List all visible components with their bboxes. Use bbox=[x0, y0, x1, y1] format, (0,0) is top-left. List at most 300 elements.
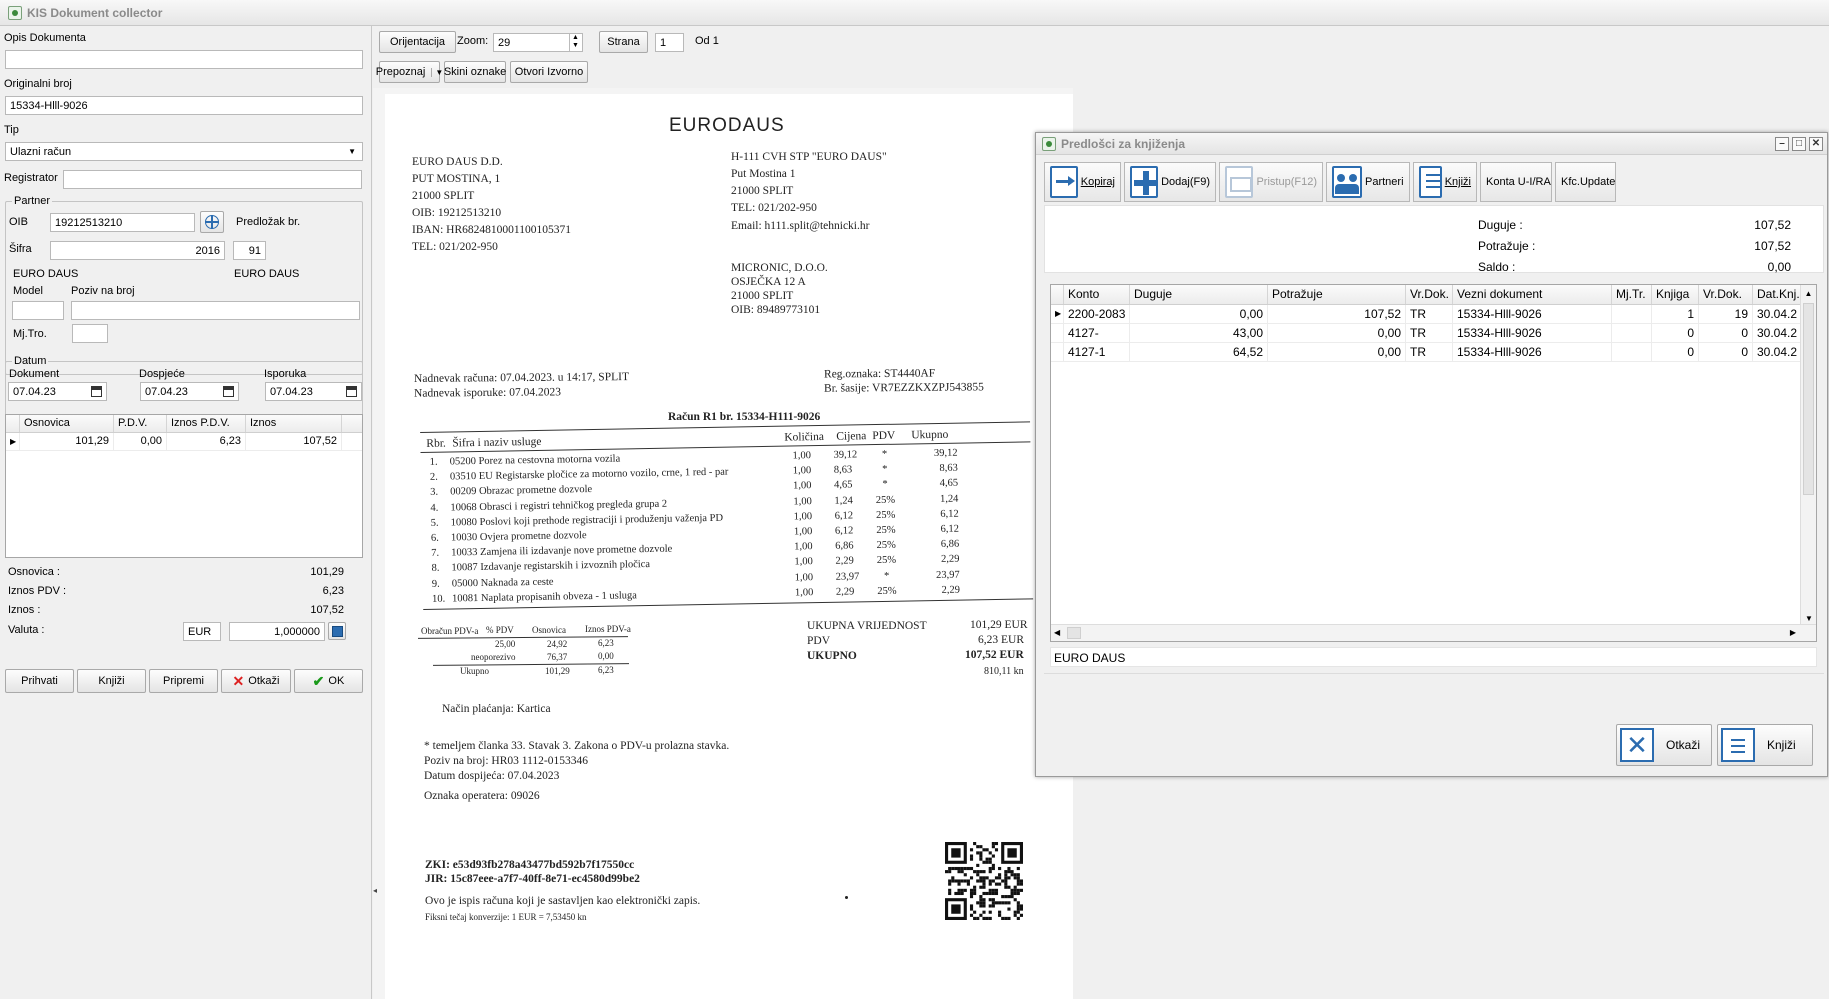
knjizi-tool-label: Knjiži bbox=[1444, 176, 1471, 188]
invoice-item-pdv: 25% bbox=[877, 585, 897, 597]
potrazuje-label: Potražuje : bbox=[1478, 239, 1536, 253]
model-label: Model bbox=[13, 285, 43, 297]
seller-line: TEL: 021/202-950 bbox=[412, 241, 498, 253]
hdr-rbr: Rbr. bbox=[426, 437, 446, 450]
grid-cell[interactable]: 43,00 bbox=[1130, 324, 1268, 342]
reg-oznaka: Reg.oznaka: ST4440AF bbox=[823, 367, 936, 381]
zoom-input[interactable] bbox=[493, 33, 583, 52]
invoice-item-kol: 1,00 bbox=[794, 571, 814, 584]
grid-cell[interactable]: 19 bbox=[1699, 305, 1753, 323]
invoice-item-pdv: * bbox=[882, 479, 888, 491]
poziv-input[interactable] bbox=[71, 301, 360, 320]
col-pdv[interactable]: P.D.V. bbox=[114, 415, 167, 432]
invoice-item-naziv: 10087 Izdavanje registarskih i izvoznih pločica bbox=[451, 559, 651, 574]
grid-cell[interactable]: 30.04.2 bbox=[1753, 324, 1803, 342]
jir: JIR: 15c87eee-a7f7-40ff-8e71-ec4580d99be2 bbox=[425, 873, 640, 885]
valuta-input[interactable]: EUR bbox=[183, 622, 221, 641]
prepoznaj-button[interactable] bbox=[375, 61, 444, 83]
model-input[interactable] bbox=[12, 301, 64, 320]
tecaj-input[interactable]: 1,000000 bbox=[229, 622, 325, 641]
vat-cell: 25,00 bbox=[495, 639, 516, 649]
col-osnovica[interactable]: Osnovica bbox=[20, 415, 114, 432]
iznos-value: 107,52 bbox=[310, 604, 344, 616]
calendar-icon[interactable] bbox=[91, 386, 102, 397]
vat-header: Iznos PDV-a bbox=[585, 624, 631, 634]
invoice-item-cijena: 2,29 bbox=[835, 555, 854, 568]
sifra-label: Šifra bbox=[9, 243, 32, 255]
br-sasije: Br. šasije: VR7EZZKXZPJ543855 bbox=[823, 381, 984, 395]
mark-dot bbox=[845, 896, 848, 899]
registrator-input[interactable] bbox=[63, 170, 362, 189]
datum-group-label: Datum bbox=[14, 355, 47, 367]
invoice-item-rbr: 1. bbox=[429, 456, 438, 468]
invoice-item-rbr: 6. bbox=[430, 532, 439, 544]
cancel-x-icon: ✕ bbox=[1620, 728, 1654, 762]
dialog-toolbar bbox=[1044, 162, 1824, 202]
calculator-button[interactable] bbox=[328, 622, 346, 640]
dialog-title: Predlošci za knjiženja bbox=[1061, 136, 1186, 151]
grid-cell[interactable]: 0 bbox=[1699, 343, 1753, 361]
dospijece-date-value: 07.04.23 bbox=[145, 386, 188, 398]
iznos-pdv-value: 6,23 bbox=[322, 585, 344, 597]
kfc-update-button[interactable]: Kfc.Update bbox=[1555, 162, 1616, 202]
original-number-label: Originalni broj bbox=[4, 78, 72, 90]
check-icon: ✔ bbox=[312, 672, 325, 689]
konta-button[interactable]: Konta U-I/RA bbox=[1480, 162, 1552, 202]
scroll-right-icon[interactable]: ▶ bbox=[1789, 628, 1796, 637]
knjizi-tool-button[interactable] bbox=[1413, 162, 1477, 202]
grid-cell[interactable]: TR bbox=[1406, 343, 1453, 361]
note-line: Poziv na broj: HR03 1112-0153346 bbox=[424, 755, 588, 767]
invoice-item-rbr: 2. bbox=[429, 471, 438, 484]
grid-cell[interactable]: 0 bbox=[1652, 343, 1699, 361]
dialog-icon bbox=[1042, 137, 1056, 151]
mjtro-input[interactable] bbox=[72, 324, 108, 343]
branch-line: 21000 SPLIT bbox=[731, 185, 794, 197]
row-indicator-header bbox=[6, 415, 20, 432]
knjizi-dialog-button[interactable] bbox=[1717, 724, 1813, 766]
vat-header: Osnovica bbox=[532, 625, 566, 635]
invoice-item-pdv: 25% bbox=[876, 555, 897, 567]
col-vrdok-2[interactable]: Vr.Dok. bbox=[1699, 285, 1753, 304]
invoice-item-pdv: * bbox=[884, 570, 890, 582]
iznos-label: Iznos : bbox=[8, 604, 41, 616]
otvori-izvorno-button[interactable]: Otvori Izvorno bbox=[510, 61, 588, 83]
qr-code-icon bbox=[945, 842, 1023, 920]
eurodaus-logo: EURODAUS bbox=[669, 115, 785, 136]
partneri-label: Partneri bbox=[1365, 176, 1404, 188]
invoice-item-cijena: 6,12 bbox=[834, 525, 854, 537]
row-pointer-icon bbox=[1051, 343, 1064, 361]
col-datknj[interactable]: Dat.Knj. bbox=[1753, 285, 1803, 304]
invoice-item-kol: 1,00 bbox=[794, 556, 813, 568]
vat-cell: 6,23 bbox=[598, 665, 614, 675]
close-icon: ✕ bbox=[232, 672, 245, 689]
scrollbar-h-thumb[interactable] bbox=[1067, 627, 1081, 639]
grid-cell[interactable]: 2200-2083 bbox=[1064, 305, 1130, 323]
invoice-item-cijena: 6,86 bbox=[835, 540, 854, 552]
predlozak-input[interactable]: 91 bbox=[233, 241, 266, 260]
nadnevak-isporuke: Nadnevak isporuke: 07.04.2023 bbox=[413, 386, 561, 400]
invoice-item-naziv: 10030 Ovjera prometne dozvole bbox=[450, 530, 587, 544]
grid-cell[interactable] bbox=[1612, 343, 1652, 361]
scroll-left-icon[interactable]: ◀ bbox=[1054, 628, 1061, 637]
grid-cell[interactable]: TR bbox=[1406, 305, 1453, 323]
hdr-pdv: PDV bbox=[872, 429, 896, 443]
buyer-line: 21000 SPLIT bbox=[731, 290, 794, 302]
pdv-value: 6,23 EUR bbox=[978, 634, 1024, 646]
mjtro-label: Mj.Tro. bbox=[13, 328, 47, 340]
poziv-label: Poziv na broj bbox=[71, 285, 135, 297]
invoice-item-ukupno: 2,29 bbox=[940, 553, 960, 566]
otkazi-label: Otkaži bbox=[248, 675, 280, 687]
invoice-item-rbr: 9. bbox=[431, 578, 440, 590]
vat-cell: 6,23 bbox=[598, 638, 614, 648]
dokument-date-input[interactable] bbox=[8, 382, 107, 401]
vat-cell: 24,92 bbox=[547, 639, 568, 649]
pristup-label: Pristup(F12) bbox=[1256, 176, 1317, 188]
vat-grid-header bbox=[6, 415, 362, 433]
viewer-toolbar bbox=[373, 26, 1829, 88]
invoice-item-rbr: 5. bbox=[430, 517, 439, 529]
grid-cell[interactable]: 0,00 bbox=[1268, 343, 1406, 361]
dokument-label: Dokument bbox=[9, 368, 60, 380]
otkazi-button[interactable] bbox=[221, 669, 291, 693]
invoice-item-pdv: 25% bbox=[876, 524, 896, 537]
maximize-icon[interactable]: □ bbox=[1792, 137, 1806, 151]
invoice-item-kol: 1,00 bbox=[794, 586, 814, 599]
seller-line: 21000 SPLIT bbox=[412, 190, 475, 202]
app-titlebar bbox=[0, 0, 1829, 26]
exit-arrow-icon bbox=[1050, 166, 1078, 198]
isporuka-date-value: 07.04.23 bbox=[270, 386, 313, 398]
predlosci-dialog bbox=[1035, 132, 1828, 777]
page-input[interactable]: 1 bbox=[655, 33, 684, 52]
konta-grid-header bbox=[1051, 285, 1816, 305]
invoice-item-pdv: * bbox=[882, 464, 888, 476]
invoice-item-kol: 1,00 bbox=[792, 450, 812, 462]
note-line: * temeljem članka 33. Stavak 3. Zakona o PDV-u prolazna stavka. bbox=[424, 740, 730, 752]
grid-cell[interactable]: 4127-1 bbox=[1064, 343, 1130, 361]
strana-button[interactable]: Strana bbox=[599, 31, 648, 53]
invoice-item-naziv: 10068 Obrasci i registri tehničkog pregleda grupa 2 bbox=[450, 498, 668, 514]
prihvati-button[interactable]: Prihvati bbox=[5, 669, 74, 693]
grid-cell[interactable]: 0,00 bbox=[1268, 324, 1406, 342]
grid-cell[interactable]: TR bbox=[1406, 324, 1453, 342]
invoice-item-ukupno: 4,65 bbox=[939, 478, 959, 490]
invoice-item-pdv: 25% bbox=[876, 539, 896, 552]
buyer-line: OIB: 89489773101 bbox=[731, 304, 821, 316]
seller-line: IBAN: HR6824810001100105371 bbox=[412, 224, 571, 236]
scrollbar-thumb[interactable] bbox=[1803, 303, 1814, 495]
konta-grid[interactable] bbox=[1050, 284, 1817, 642]
duguje-label: Duguje : bbox=[1478, 218, 1523, 232]
invoice-item-naziv: 10033 Zamjena ili izdavanje nove prometne dozvole bbox=[451, 543, 673, 559]
checklist-icon bbox=[1419, 166, 1442, 198]
partner-name: EURO DAUS bbox=[13, 268, 79, 280]
valuta-label: Valuta : bbox=[8, 624, 45, 636]
branch-line: Email: h111.split@tehnicki.hr bbox=[731, 220, 870, 232]
kopiraj-label: Kopiraj bbox=[1080, 176, 1115, 188]
seller-line: EURO DAUS D.D. bbox=[412, 156, 503, 168]
horizontal-scrollbar[interactable] bbox=[1051, 624, 1817, 641]
row-pointer-icon: ▶ bbox=[6, 433, 20, 450]
vat-cell: 0,00 bbox=[598, 651, 614, 661]
registrator-label: Registrator bbox=[4, 172, 58, 184]
col-iznos-pdv[interactable]: Iznos P.D.V. bbox=[167, 415, 246, 432]
invoice-item-rbr: 4. bbox=[430, 502, 439, 514]
invoice-item-rbr: 7. bbox=[431, 547, 440, 560]
col-konto[interactable]: Konto bbox=[1064, 285, 1130, 304]
hdr-kolicina: Količina bbox=[784, 430, 825, 444]
otkazi-dialog-label: Otkaži bbox=[1666, 738, 1701, 752]
knjizi-button[interactable]: Knjiži bbox=[77, 669, 146, 693]
vertical-scrollbar[interactable] bbox=[1800, 285, 1816, 625]
vat-cell: Ukupno bbox=[460, 666, 489, 676]
grid-cell[interactable]: 4127- bbox=[1064, 324, 1130, 342]
invoice-item-ukupno: 2,29 bbox=[941, 584, 961, 596]
app-icon bbox=[8, 6, 22, 20]
col-duguje[interactable]: Duguje bbox=[1130, 285, 1268, 304]
web-lookup-button[interactable] bbox=[200, 211, 224, 233]
calendar-icon[interactable] bbox=[346, 386, 357, 397]
original-number-input[interactable]: 15334-Hlll-9026 bbox=[5, 96, 363, 115]
invoice-item-cijena: 39,12 bbox=[833, 449, 858, 461]
tip-label: Tip bbox=[4, 124, 19, 136]
grid-cell[interactable] bbox=[1612, 305, 1652, 323]
grid-cell[interactable]: 15334-Hlll-9026 bbox=[1453, 343, 1612, 361]
invoice-item-ukupno: 1,24 bbox=[939, 493, 959, 505]
iznos-pdv-label: Iznos PDV : bbox=[8, 585, 67, 597]
duguje-value: 107,52 bbox=[1754, 218, 1791, 232]
pristup-button[interactable] bbox=[1219, 162, 1323, 202]
ukupna-vrijednost-label: UKUPNA VRIJEDNOST bbox=[807, 620, 927, 632]
grid-cell[interactable]: 0,00 bbox=[1130, 305, 1268, 323]
calendar-icon[interactable] bbox=[223, 386, 234, 397]
pdv-label: PDV bbox=[807, 635, 831, 647]
invoice-item-ukupno: 39,12 bbox=[933, 447, 958, 460]
cell-pdv[interactable]: 0,00 bbox=[114, 433, 167, 450]
seller-line: OIB: 19212513210 bbox=[412, 207, 502, 219]
osnovica-value: 101,29 bbox=[310, 566, 344, 578]
ispis-note: Ovo je ispis računa koji je sastavljen kao elektronički zapis. bbox=[425, 895, 701, 907]
partner-group-label: Partner bbox=[14, 195, 51, 207]
isporuka-label: Isporuka bbox=[264, 368, 307, 380]
branch-line: Put Mostina 1 bbox=[731, 168, 796, 180]
osnovica-label: Osnovica : bbox=[8, 566, 60, 578]
konta-rows bbox=[1051, 305, 1816, 362]
calculator-icon bbox=[332, 626, 343, 637]
document-icon bbox=[1721, 728, 1755, 762]
potrazuje-value: 107,52 bbox=[1754, 239, 1791, 253]
invoice-item-kol: 1,00 bbox=[792, 465, 812, 477]
opis-label: Opis Dokumenta bbox=[4, 32, 86, 44]
grid-cell[interactable]: 0 bbox=[1699, 324, 1753, 342]
operater: Oznaka operatera: 09026 bbox=[424, 790, 540, 802]
vat-cell: neoporezivo bbox=[471, 652, 516, 662]
dropdown-arrow-icon[interactable]: ▼ bbox=[431, 68, 443, 77]
note-line: Datum dospijeća: 07.04.2023 bbox=[424, 770, 560, 782]
invoice-item-cijena: 2,29 bbox=[835, 586, 855, 598]
ok-label: OK bbox=[328, 675, 345, 687]
invoice-item-pdv: 25% bbox=[875, 494, 896, 506]
dialog-titlebar bbox=[1036, 133, 1827, 155]
invoice-title: Račun R1 br. 15334-H111-9026 bbox=[668, 411, 821, 423]
invoice-item-ukupno: 6,12 bbox=[940, 523, 960, 535]
vat-header: Obračun PDV-a bbox=[421, 626, 479, 636]
invoice-item-kol: 1,00 bbox=[793, 495, 812, 508]
zoom-label: Zoom: bbox=[457, 35, 489, 47]
zki: ZKI: e53d93fb278a43477bd592b7f17550cc bbox=[425, 859, 635, 871]
invoice-item-cijena: 23,97 bbox=[835, 570, 860, 583]
partner-text-field[interactable]: EURO DAUS bbox=[1050, 647, 1817, 667]
invoice-item-naziv: 00209 Obrazac prometne dozvole bbox=[450, 484, 593, 498]
invoice-item-kol: 1,00 bbox=[793, 480, 812, 492]
collapse-arrow-icon[interactable]: ◂ bbox=[373, 886, 378, 895]
cell-iznos[interactable]: 107,52 bbox=[246, 433, 342, 450]
invoice-item-naziv: 10081 Naplata propisanih obveza - 1 usluga bbox=[451, 590, 637, 605]
buyer-line: OSJEČKA 12 A bbox=[731, 276, 806, 288]
invoice-item-pdv: 25% bbox=[875, 509, 896, 521]
cell-iznos-pdv[interactable]: 6,23 bbox=[167, 433, 246, 450]
partneri-button[interactable] bbox=[1326, 162, 1410, 202]
app-title: KIS Dokument collector bbox=[27, 5, 163, 20]
invoice-item-kol: 1,00 bbox=[794, 541, 813, 553]
invoice-item-ukupno: 23,97 bbox=[935, 569, 960, 581]
invoice-page bbox=[385, 94, 1073, 999]
sifra-input[interactable]: 2016 bbox=[50, 241, 225, 260]
users-icon bbox=[1332, 166, 1362, 198]
row-pointer-icon bbox=[1051, 324, 1064, 342]
ukupna-vrijednost-value: 101,29 EUR bbox=[970, 619, 1028, 631]
grid-cell[interactable]: 30.04.2 bbox=[1753, 305, 1803, 323]
grid-cell[interactable]: 15334-Hlll-9026 bbox=[1453, 324, 1612, 342]
table-row[interactable] bbox=[1051, 305, 1816, 324]
hdr-cijena: Cijena bbox=[836, 430, 867, 443]
grid-cell[interactable]: 30.04.2 bbox=[1753, 343, 1803, 361]
document-form-panel bbox=[0, 26, 372, 999]
grid-cell[interactable]: 0 bbox=[1652, 324, 1699, 342]
invoice-item-cijena: 6,12 bbox=[834, 510, 854, 522]
invoice-item-rbr: 10. bbox=[431, 593, 446, 605]
invoice-item-naziv: 10080 Poslovi koji prethode registraciji i produženju važenja PD bbox=[450, 512, 724, 529]
minimize-icon[interactable]: – bbox=[1775, 137, 1789, 151]
tecaj-note: Fiksni tečaj konverzije: 1 EUR = 7,53450 kn bbox=[425, 912, 587, 922]
invoice-item-cijena: 4,65 bbox=[834, 479, 853, 492]
col-vezni-dokument[interactable]: Vezni dokument bbox=[1453, 285, 1612, 304]
dropdown-arrow-icon: ▼ bbox=[348, 147, 356, 156]
col-iznos[interactable]: Iznos bbox=[246, 415, 342, 432]
dodaj-label: Dodaj(F9) bbox=[1161, 176, 1210, 188]
grid-cell[interactable]: 15334-Hlll-9026 bbox=[1453, 305, 1612, 323]
globe-icon bbox=[205, 215, 219, 229]
grid-cell[interactable]: 64,52 bbox=[1130, 343, 1268, 361]
ok-button[interactable] bbox=[294, 669, 363, 693]
invoice-item-cijena: 1,24 bbox=[834, 495, 853, 507]
cell-osnovica[interactable]: 101,29 bbox=[20, 433, 114, 450]
col-knjiga[interactable]: Knjiga bbox=[1652, 285, 1699, 304]
folder-icon bbox=[1225, 166, 1253, 198]
close-icon[interactable]: ✕ bbox=[1809, 137, 1823, 151]
dokument-date-value: 07.04.23 bbox=[13, 386, 56, 398]
vat-header: % PDV bbox=[486, 625, 514, 635]
table-row[interactable] bbox=[1051, 324, 1816, 343]
row-pointer-icon: ▶ bbox=[1051, 305, 1064, 323]
ukupno-value: 107,52 EUR bbox=[965, 649, 1024, 661]
invoice-item-rbr: 8. bbox=[431, 563, 440, 575]
zoom-value: 29 bbox=[498, 37, 511, 49]
col-mjtr[interactable]: Mj.Tr. bbox=[1612, 285, 1652, 304]
col-vrdok[interactable]: Vr.Dok. bbox=[1406, 285, 1453, 304]
col-potrazuje[interactable]: Potražuje bbox=[1268, 285, 1406, 304]
prepoznaj-label: Prepoznaj bbox=[375, 66, 426, 78]
grid-cell[interactable] bbox=[1612, 324, 1652, 342]
invoice-item-ukupno: 6,12 bbox=[940, 508, 959, 520]
page-count-label: Od 1 bbox=[695, 35, 719, 47]
pripremi-button[interactable]: Pripremi bbox=[149, 669, 218, 693]
ukupno-label: UKUPNO bbox=[807, 650, 857, 662]
row-indicator-header bbox=[1051, 285, 1064, 304]
invoice-item-ukupno: 8,63 bbox=[939, 462, 958, 475]
dospijece-date-input[interactable] bbox=[140, 382, 239, 401]
otkazi-dialog-button[interactable] bbox=[1616, 724, 1712, 766]
branch-line: H-111 CVH STP "EURO DAUS" bbox=[731, 151, 887, 163]
nacin-placanja: Način plaćanja: Kartica bbox=[442, 703, 551, 715]
seller-line: PUT MOSTINA, 1 bbox=[412, 173, 501, 185]
hdr-ukupno: Ukupno bbox=[911, 428, 949, 442]
oib-label: OIB bbox=[9, 216, 28, 228]
kn-value: 810,11 kn bbox=[984, 666, 1024, 677]
spinner-icon[interactable]: ▲ ▼ bbox=[569, 34, 581, 51]
dodaj-button[interactable] bbox=[1124, 162, 1216, 202]
divider bbox=[1044, 673, 1824, 674]
hdr-naziv: Šifra i naziv usluge bbox=[452, 435, 542, 450]
invoice-item-naziv: 03510 EU Registarske pločice za motorno vozilo, crne, 1 red - par bbox=[449, 466, 729, 483]
orientacija-button[interactable]: Orijentacija bbox=[379, 31, 456, 53]
kopiraj-button[interactable] bbox=[1044, 162, 1121, 202]
invoice-item-kol: 1,00 bbox=[793, 510, 813, 523]
table-row[interactable] bbox=[1051, 343, 1816, 362]
plus-icon bbox=[1130, 166, 1158, 198]
opis-input[interactable] bbox=[5, 50, 363, 69]
branch-line: TEL: 021/202-950 bbox=[731, 202, 817, 214]
nadnevak-racuna: Nadnevak računa: 07.04.2023. u 14:17, SPLIT bbox=[413, 371, 630, 385]
dospijece-label: Dospjeće bbox=[139, 368, 185, 380]
grid-cell[interactable]: 1 bbox=[1652, 305, 1699, 323]
vat-cell: 76,37 bbox=[547, 652, 568, 662]
saldo-label: Saldo : bbox=[1478, 260, 1516, 274]
grid-cell[interactable]: 107,52 bbox=[1268, 305, 1406, 323]
isporuka-date-input[interactable] bbox=[265, 382, 362, 401]
oib-input[interactable]: 19212513210 bbox=[50, 213, 195, 232]
invoice-item-naziv: 05200 Porez na cestovna motorna vozila bbox=[449, 453, 621, 468]
vat-grid[interactable] bbox=[5, 414, 363, 558]
invoice-item-pdv: * bbox=[881, 448, 888, 460]
invoice-item-naziv: 05000 Naknada za ceste bbox=[451, 576, 554, 590]
table-row[interactable] bbox=[6, 433, 362, 451]
tip-select[interactable] bbox=[5, 142, 363, 161]
predlozak-label: Predložak br. bbox=[236, 216, 301, 228]
skini-oznake-button[interactable]: Skini oznake bbox=[444, 61, 506, 83]
scroll-down-icon[interactable]: ▼ bbox=[1805, 614, 1813, 623]
vat-cell: 101,29 bbox=[545, 666, 570, 676]
buyer-line: MICRONIC, D.O.O. bbox=[731, 262, 828, 274]
scroll-up-icon[interactable]: ▲ bbox=[1804, 289, 1813, 298]
saldo-value: 0,00 bbox=[1767, 260, 1791, 274]
invoice-item-rbr: 3. bbox=[430, 487, 439, 499]
tip-value: Ulazni račun bbox=[10, 146, 72, 158]
partner-name-2: EURO DAUS bbox=[234, 268, 300, 280]
